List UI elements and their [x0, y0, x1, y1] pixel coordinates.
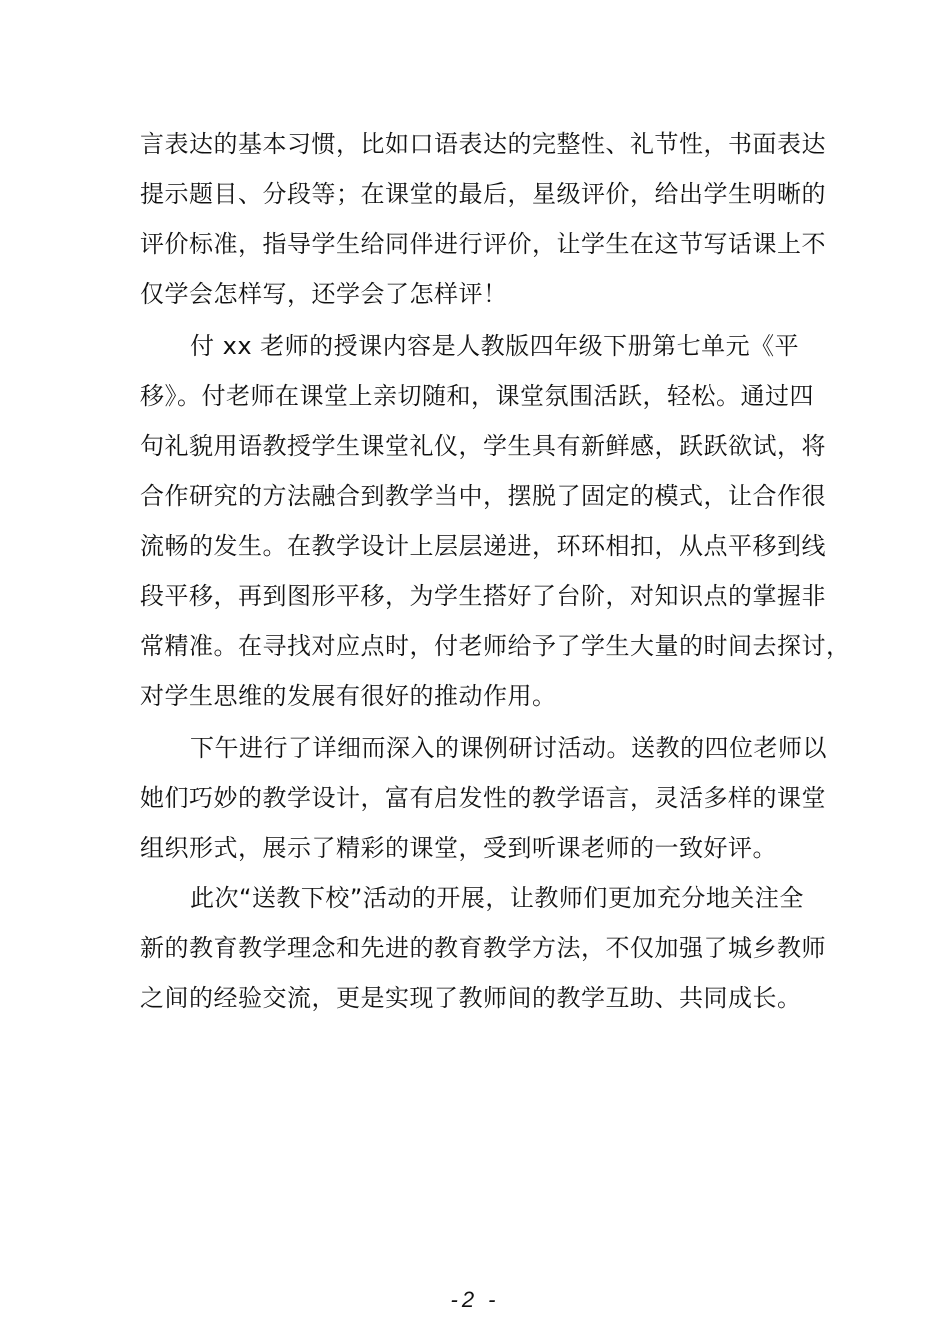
paragraph-first-line: 下午进行了详细而深入的课例研讨活动。送教的四位老师以	[190, 734, 827, 762]
text-line: 常精准。在寻找对应点时，付老师给予了学生大量的时间去探讨，	[140, 632, 851, 660]
text-line: 段平移，再到图形平移，为学生搭好了台阶，对知识点的掌握非	[140, 582, 826, 610]
text-line: 评价标准，指导学生给同伴进行评价，让学生在这节写话课上不	[140, 230, 826, 258]
text-line: 对学生思维的发展有很好的推动作用。	[140, 682, 557, 710]
text-line: 移》。付老师在课堂上亲切随和，课堂氛围活跃，轻松。通过四	[140, 382, 814, 410]
text-line: 她们巧妙的教学设计，富有启发性的教学语言，灵活多样的课堂	[140, 784, 826, 812]
page-number: -2 -	[450, 1287, 500, 1312]
text-line: 仅学会怎样写，还学会了怎样评！	[140, 280, 508, 308]
paragraph-first-line: 付 xx 老师的授课内容是人教版四年级下册第七单元《平	[190, 332, 800, 360]
text-line: 组织形式，展示了精彩的课堂，受到听课老师的一致好评。	[140, 834, 777, 862]
text-line: 合作研究的方法融合到教学当中，摆脱了固定的模式，让合作很	[140, 482, 826, 510]
text-line: 之间的经验交流，更是实现了教师间的教学互助、共同成长。	[140, 984, 802, 1012]
text-line: 流畅的发生。在教学设计上层层递进，环环相扣，从点平移到线	[140, 532, 826, 560]
text-line: 提示题目、分段等；在课堂的最后，星级评价，给出学生明晰的	[140, 180, 826, 208]
text-line: 新的教育教学理念和先进的教育教学方法，不仅加强了城乡教师	[140, 934, 826, 962]
text-line: 句礼貌用语教授学生课堂礼仪，学生具有新鲜感，跃跃欲试，将	[140, 432, 826, 460]
text-line: 言表达的基本习惯，比如口语表达的完整性、礼节性，书面表达	[140, 130, 826, 158]
paragraph-first-line: 此次“送教下校”活动的开展，让教师们更加充分地关注全	[190, 884, 804, 912]
